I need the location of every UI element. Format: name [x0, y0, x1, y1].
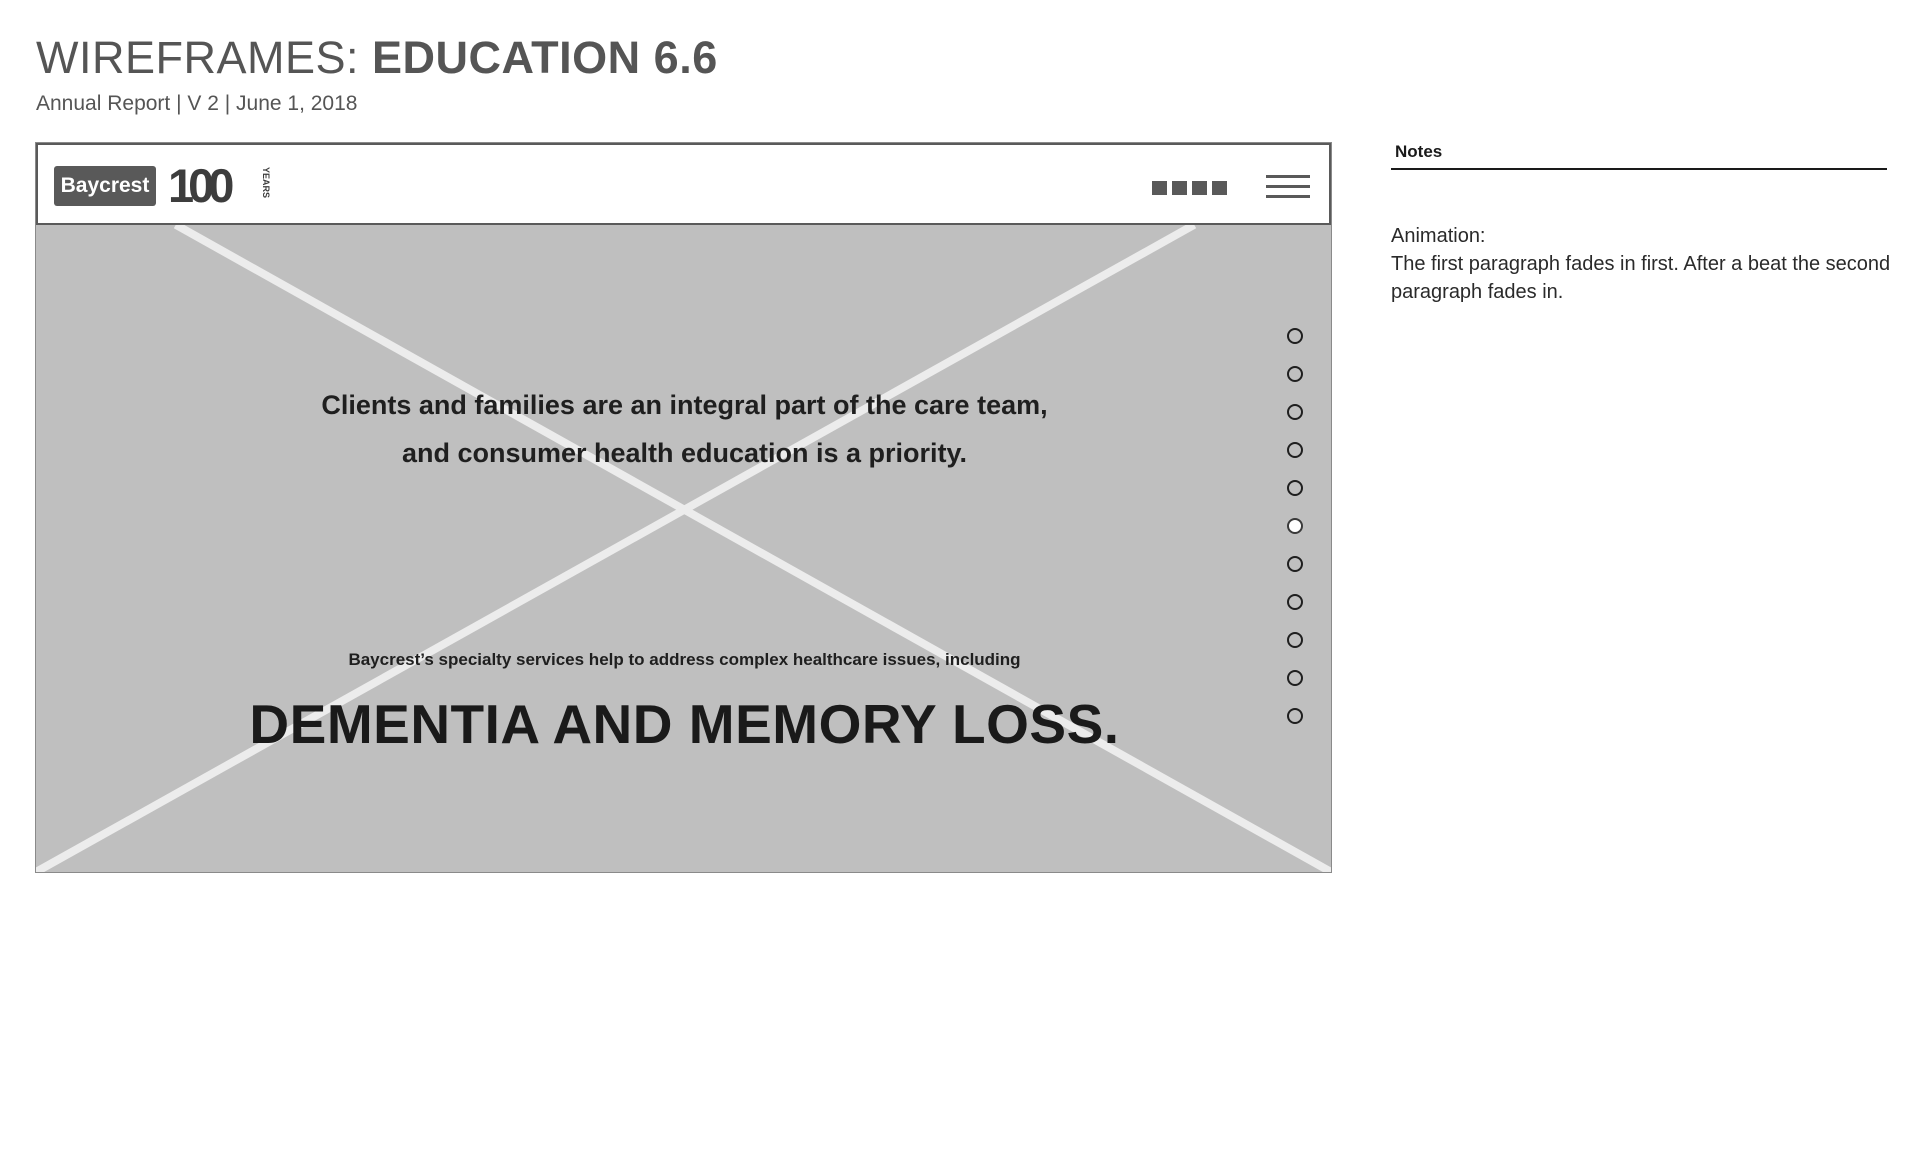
title-light: WIREFRAMES:	[36, 32, 373, 83]
notes-heading: Animation:	[1391, 225, 1486, 247]
nav-dot[interactable]	[1287, 556, 1303, 572]
nav-dot[interactable]	[1287, 670, 1303, 686]
nav-dot[interactable]	[1287, 404, 1303, 420]
menu-bar	[1266, 195, 1310, 198]
menu-bar	[1266, 175, 1310, 178]
image-placeholder-x	[36, 143, 1331, 872]
page-title	[36, 30, 718, 86]
centennial-logo-years	[259, 167, 273, 207]
centennial-logo-number: 100	[168, 159, 229, 212]
nav-dot[interactable]	[1287, 442, 1303, 458]
notes-body	[1391, 222, 1891, 306]
hamburger-menu-icon[interactable]	[1266, 175, 1310, 199]
tile	[1152, 181, 1167, 195]
nav-dot[interactable]	[1287, 632, 1303, 648]
nav-dot[interactable]	[1287, 366, 1303, 382]
title-bold: EDUCATION 6.6	[372, 32, 718, 83]
notes-divider	[1391, 168, 1887, 170]
notes-label: Notes	[1395, 142, 1443, 161]
tile	[1212, 181, 1227, 195]
hero-lead-line: Clients and families are an integral part of the care team,	[321, 390, 1048, 420]
nav-dot[interactable]	[1287, 480, 1303, 496]
page-subtitle: Annual Report | V 2 | June 1, 2018	[36, 92, 358, 115]
nav-dot[interactable]	[1287, 328, 1303, 344]
logo-years-text: YEARS	[261, 167, 271, 199]
hero-lead-line: and consumer health education is a priority.	[401, 438, 968, 468]
baycrest-logo[interactable]: Baycrest	[54, 166, 156, 206]
tile	[1172, 181, 1187, 195]
wireframe-canvas	[35, 142, 1332, 873]
nav-dot[interactable]	[1287, 708, 1303, 724]
hero-lead-paragraph	[36, 381, 1332, 477]
site-header	[36, 143, 1331, 225]
hero-sub-paragraph: Baycrest’s specialty services help to address complex healthcare issues, including	[348, 650, 1021, 669]
hero-headline: DEMENTIA AND MEMORY LOSS.	[249, 693, 1120, 755]
nav-dot[interactable]	[1287, 594, 1303, 610]
notes-text: The first paragraph fades in first. After a beat the second paragraph fades in.	[1391, 253, 1891, 303]
nav-dot-active[interactable]	[1287, 518, 1303, 534]
tile	[1192, 181, 1207, 195]
menu-bar	[1266, 185, 1310, 188]
grid-tiles-icon[interactable]	[1152, 181, 1232, 195]
